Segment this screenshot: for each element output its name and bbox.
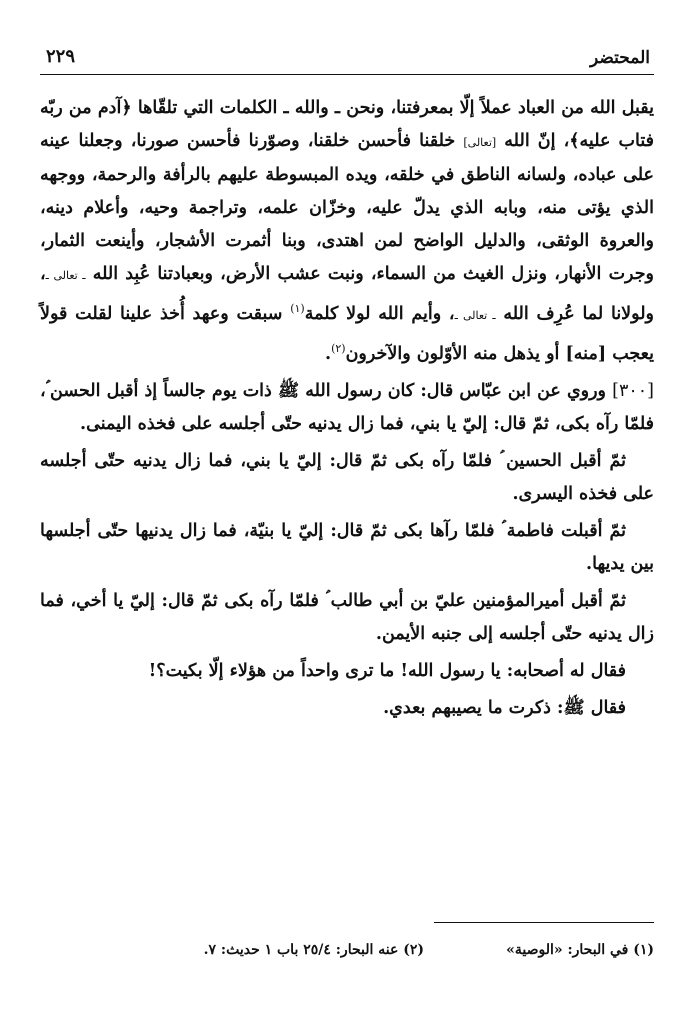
bracket-tag: ـ تعالى ـ: [454, 308, 496, 322]
paragraph: ثمّ أقبل الحسين ؑ فلمّا رآه بكى ثمّ قال: إليّ يا بني، فما زال يدنيه حتّى أجلسه على فخذه اليسرى.: [40, 450, 654, 504]
footnote-1: (١) في البحار: «الوصية»: [506, 942, 654, 958]
paragraph: فقال له أصحابه: يا رسول الله! ما ترى واحداً من هؤلاء إلّا بكيت؟!: [148, 660, 626, 681]
bracket-tag: ـ تعالى ـ: [45, 269, 86, 282]
footnote-ref: (٢): [331, 341, 346, 355]
paragraph: فقال ﷺ: ذكرت ما يصيبهم بعدي.: [383, 697, 626, 718]
paragraph-hadith-300: [٣٠٠] وروي عن ابن عبّاس قال: كان رسول الله ﷺ ذات يوم جالساً إذ أقبل الحسن ؑ، فلمّا رآه بكى، ثمّ قال: إليّ يا بني، فما زال يدنيه حتّى أجلسه على فخذه اليمنى.: [40, 380, 654, 434]
paragraph: ثمّ أقبل أميرالمؤمنين عليّ بن أبي طالب ؑ فلمّا رآه بكى ثمّ قال: إليّ يا أخي، فما زال يدنيه حتّى أجلسه إلى جنبه الأيمن.: [40, 590, 654, 644]
footnote-2: (٢) عنه البحار: ٢٥/٤ باب ١ حديث: ٧.: [203, 942, 424, 958]
hadith-number: [٣٠٠]: [612, 380, 654, 401]
paragraph: ثمّ أقبلت فاطمة ؑ فلمّا رآها بكى ثمّ قال: إليّ يا بنيّة، فما زال يدنيها حتّى أجلسها بين يديها.: [40, 520, 654, 574]
footnote-ref: (١): [290, 302, 305, 315]
page-number: ٢٢٩: [46, 46, 76, 67]
page-body: [40, 92, 654, 725]
bracket-tag: [تعالى]: [463, 136, 497, 149]
page-header: [40, 40, 654, 75]
footnote-divider: [434, 922, 654, 923]
running-title: المحتضر: [590, 48, 650, 68]
paragraph-continuation: يقبل الله من العباد عملاً إلّا بمعرفتنا، ونحن ـ والله ـ الكلمات التي تلقّاها ﴿آدم من ربّه فتاب عليه﴾، إنّ الله [تعالى] خلقنا فأحسن خلقنا، وصوّرنا فأحسن صورنا، وجعلنا عينه على عباده، ولسانه الناطق في خلقه، ويده المبسوطة عليهم بالرأفة والرحمة، ووجهه الذي يؤتى منه، وبابه الذي يدلّ عليه، وخزّان علمه، وتراجمة وحيه، وأعلام دينه، والعروة الوثقى، والدليل الواضح لمن اهتدى، وبنا أثمرت الأشجار، وأينعت الثمار، وجرت الأنهار، ونزل الغيث من السماء، ونبت عشب الأرض، وبعبادتنا عُبِد الله ـ تعالى ـ، ولولانا لما عُرِف الله ـ تعالى ـ، وأيم الله لولا كلمة$^{(١)}$ سبقت وعهد أُخذ علينا لقلت قولاً يعجب [منه] أو يذهل منه الأوّلون والآخرون$^{(٢)}$.: [40, 98, 654, 364]
